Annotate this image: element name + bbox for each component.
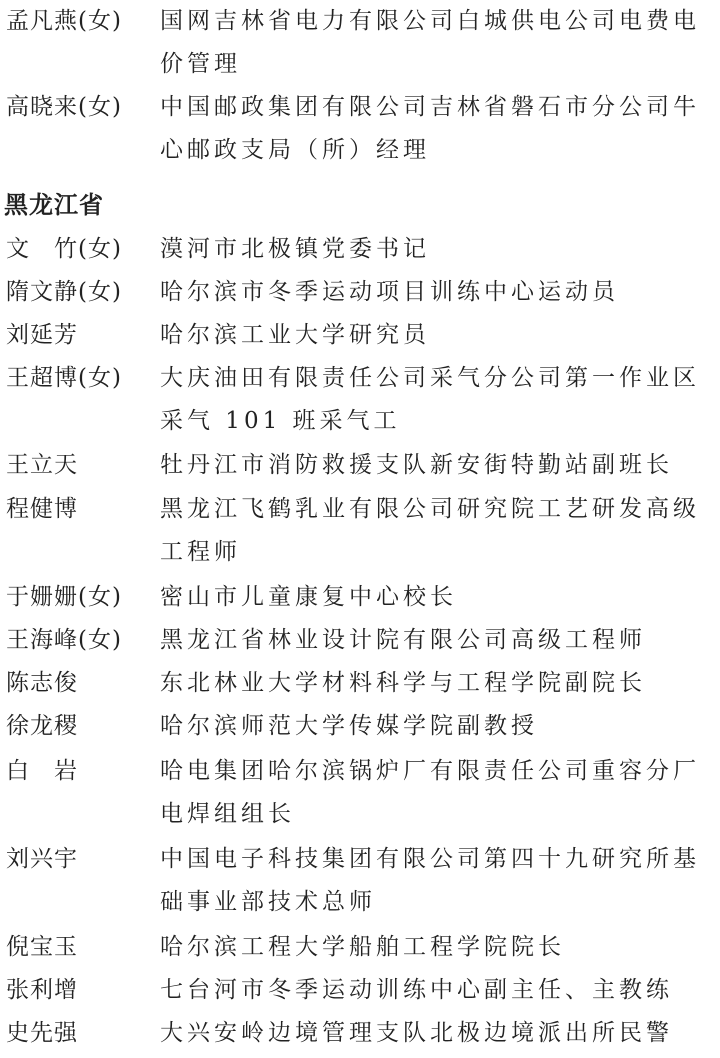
- person-title: [160, 0, 700, 86]
- title-line: 牡丹江市消防救援支队新安街特勤站副班长: [160, 452, 673, 478]
- title-line: 漠河市北极镇党委书记: [160, 236, 430, 262]
- title-line: 国网吉林省电力有限公司白城供电公司电费电: [160, 8, 700, 34]
- person-title: [160, 86, 700, 172]
- person-title: [160, 705, 700, 748]
- title-line: 密山市儿童康复中心校长: [160, 584, 457, 610]
- person-name: 张利增: [6, 977, 78, 1003]
- title-line: 电焊组组长: [160, 801, 295, 827]
- title-line: 大兴安岭边境管理支队北极边境派出所民警: [160, 1020, 673, 1046]
- person-title: [160, 926, 700, 969]
- person-title: [160, 488, 700, 574]
- person-title: [160, 357, 700, 443]
- person-title: [160, 228, 700, 271]
- person-name: 徐龙稷: [6, 713, 78, 739]
- person-title: [160, 838, 700, 924]
- title-line: 中国电子科技集团有限公司第四十九研究所基: [160, 846, 700, 872]
- title-line: 哈尔滨工程大学船舶工程学院院长: [160, 934, 565, 960]
- person-name: 白 岩: [6, 758, 78, 784]
- title-line: 大庆油田有限责任公司采气分公司第一作业区: [160, 365, 700, 391]
- person-name: 隋文静(女): [6, 279, 122, 305]
- person-title: [160, 750, 700, 836]
- title-line: 础事业部技术总师: [160, 889, 376, 915]
- person-name: 孟凡燕(女): [6, 8, 122, 34]
- person-name: 史先强: [6, 1020, 78, 1046]
- person-title: [160, 619, 700, 662]
- person-name: 王立天: [6, 452, 78, 478]
- person-name: 程健博: [6, 496, 78, 522]
- title-line: 心邮政支局（所）经理: [160, 137, 430, 163]
- person-title: [160, 662, 700, 705]
- section-heading: 黑龙江省: [4, 191, 104, 219]
- person-title: [160, 969, 700, 1012]
- person-name: 王海峰(女): [6, 627, 122, 653]
- title-line: 工程师: [160, 539, 241, 565]
- title-line: 黑龙江飞鹤乳业有限公司研究院工艺研发高级: [160, 496, 700, 522]
- title-line: 价管理: [160, 51, 241, 77]
- title-line: 哈尔滨市冬季运动项目训练中心运动员: [160, 279, 619, 305]
- person-name: 倪宝玉: [6, 934, 78, 960]
- person-title: [160, 444, 700, 487]
- title-line: 采气 101 班采气工: [160, 408, 401, 434]
- title-line: 哈电集团哈尔滨锅炉厂有限责任公司重容分厂: [160, 758, 700, 784]
- person-title: [160, 271, 700, 314]
- person-title: [160, 576, 700, 619]
- person-title: [160, 314, 700, 357]
- title-line: 七台河市冬季运动训练中心副主任、主教练: [160, 977, 673, 1003]
- title-line: 哈尔滨工业大学研究员: [160, 322, 430, 348]
- person-name: 高晓来(女): [6, 94, 122, 120]
- title-line: 东北林业大学材料科学与工程学院副院长: [160, 670, 646, 696]
- person-name: 于姗姗(女): [6, 584, 122, 610]
- person-name: 文 竹(女): [6, 236, 122, 262]
- person-name: 刘兴宇: [6, 846, 78, 872]
- person-name: 陈志俊: [6, 670, 78, 696]
- person-name: 刘延芳: [6, 322, 78, 348]
- person-title: [160, 1012, 700, 1055]
- person-name: 王超博(女): [6, 365, 122, 391]
- title-line: 中国邮政集团有限公司吉林省磐石市分公司牛: [160, 94, 700, 120]
- title-line: 哈尔滨师范大学传媒学院副教授: [160, 713, 538, 739]
- title-line: 黑龙江省林业设计院有限公司高级工程师: [160, 627, 646, 653]
